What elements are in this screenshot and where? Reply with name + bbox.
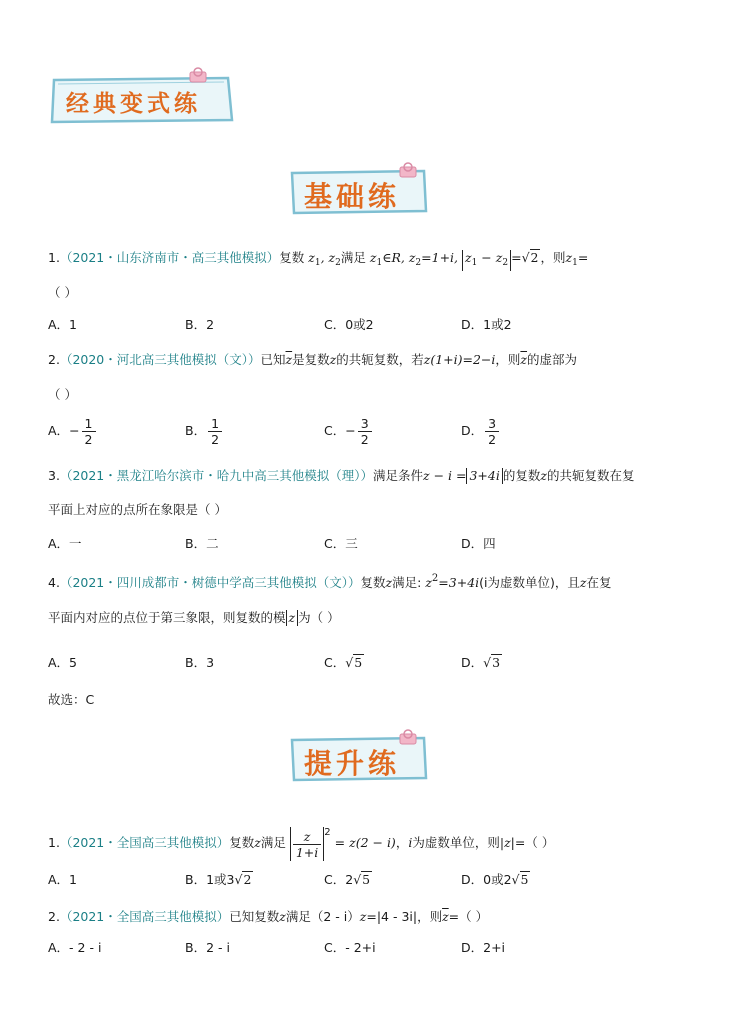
fraction	[485, 416, 499, 447]
radicand: 5	[354, 655, 363, 670]
text: 满足	[340, 250, 366, 265]
option-label: C．2	[324, 872, 354, 887]
basic-q3-option-b[interactable]: B．二	[185, 536, 219, 551]
basic-q3-option-a[interactable]: A．一	[48, 536, 82, 551]
text: 为虚数单位，则	[412, 835, 500, 850]
math-z: z	[385, 575, 393, 590]
math-z: z	[254, 835, 261, 850]
question-number: 3.	[48, 468, 60, 483]
basic-q1-blank: （ ）	[48, 285, 77, 300]
math-abs: $z_1 - z_2$	[462, 250, 511, 271]
basic-q2-option-a[interactable]	[48, 416, 98, 447]
option-sign: −	[69, 423, 80, 438]
advanced-banner	[288, 734, 430, 784]
text: 复数	[229, 835, 255, 850]
math-zbar: $\overline{z}$	[285, 352, 293, 367]
option-label: D．	[461, 423, 484, 438]
option-label: C．	[324, 423, 346, 438]
option-label: D．	[461, 655, 484, 670]
math-zbar: $\overline{z}$	[442, 909, 449, 924]
sqrt-value: √5	[353, 872, 371, 887]
basic-q4-option-c[interactable]	[324, 654, 364, 672]
basic-q1-option-a[interactable]: A．1	[48, 317, 78, 332]
advanced-q2-line1	[48, 907, 488, 927]
text: 已知	[260, 352, 286, 367]
question-source: （2021・全国高三其他模拟）	[59, 909, 230, 924]
basic-q4-option-d[interactable]	[461, 654, 502, 672]
sqrt-2: √2	[521, 250, 539, 265]
text: |=（ ）	[510, 835, 555, 850]
denominator: 2	[84, 432, 93, 447]
text: =	[577, 250, 589, 265]
basic-q1-option-c[interactable]: C．0或2	[324, 317, 374, 332]
basic-q2-option-d[interactable]	[461, 416, 501, 447]
text: 是复数	[292, 352, 330, 367]
text: 满足条件	[373, 468, 424, 483]
sqrt-value: √2	[234, 872, 252, 887]
question-number: 1.	[48, 250, 60, 265]
basic-q3-option-d[interactable]: D．四	[461, 536, 496, 551]
question-source: （2021・黑龙江哈尔滨市・哈九中高三其他模拟（理））	[59, 468, 374, 483]
question-number: 1.	[48, 835, 60, 850]
advanced-q1-option-b[interactable]	[185, 871, 253, 889]
radicand: 5	[520, 872, 529, 887]
math-z2: $z_2$	[408, 250, 422, 268]
text: 在复	[586, 575, 612, 590]
math-abs: 3+4i	[466, 468, 502, 484]
text: 的共轭复数，若	[336, 352, 424, 367]
advanced-q1-line1	[48, 816, 554, 861]
text: ，	[395, 835, 409, 850]
text: 满足（2 - i）	[285, 909, 360, 924]
text: 平面内对应的点位于第三象限，则复数的模	[48, 610, 286, 625]
numerator: 3	[485, 416, 499, 432]
option-label: C．	[324, 655, 346, 670]
advanced-q2-option-c[interactable]: C．- 2+i	[324, 940, 376, 955]
radicand: 3	[492, 655, 501, 670]
advanced-q2-option-a[interactable]: A．- 2 - i	[48, 940, 102, 955]
basic-q2-option-b[interactable]	[185, 416, 224, 447]
math-abs-fraction	[290, 827, 324, 861]
text: ，则	[495, 352, 521, 367]
text: 的复数	[502, 468, 541, 483]
option-sign: −	[345, 423, 356, 438]
math-z1z2: $z_1$, $z_2$	[308, 250, 341, 268]
numerator: z	[293, 829, 321, 845]
classic-banner-title: 经典变式练	[66, 90, 201, 117]
math-i: i	[408, 835, 413, 850]
basic-q4-line1	[48, 569, 612, 593]
question-number: 2.	[48, 909, 60, 924]
option-label: B．1或3	[185, 872, 235, 887]
advanced-q2-option-b[interactable]: B．2 - i	[185, 940, 230, 955]
text: 的虚部为	[527, 352, 578, 367]
answer-text: 故选：C	[48, 692, 95, 707]
math-z: z	[359, 909, 367, 924]
denominator: 2	[488, 432, 497, 447]
option-label: B．	[185, 423, 207, 438]
math-z: z	[423, 352, 431, 367]
option-label: A．1	[48, 872, 78, 887]
math-z-squared: $z^2$	[425, 573, 439, 590]
basic-q2-blank: （ ）	[48, 387, 77, 402]
question-source: （2021・四川成都市・树德中学高三其他模拟（文））	[59, 575, 361, 590]
basic-q2-line1	[48, 350, 577, 370]
radicand: 5	[362, 872, 371, 887]
text: 已知复数	[229, 909, 280, 924]
advanced-q1-option-a[interactable]	[48, 871, 77, 889]
basic-q1-option-b[interactable]: B．2	[185, 317, 215, 332]
basic-q1-option-d[interactable]: D．1或2	[461, 317, 512, 332]
math-expr: =3+4i	[438, 575, 480, 590]
option-label: A．	[48, 423, 70, 438]
classic-banner	[48, 72, 238, 126]
numerator: 1	[208, 416, 222, 432]
numerator: 3	[358, 416, 372, 432]
sqrt-value: √5	[511, 872, 529, 887]
denominator: 1+i	[295, 844, 319, 860]
fraction	[358, 416, 372, 447]
question-number: 4.	[48, 575, 60, 590]
denominator: 2	[360, 432, 369, 447]
advanced-q1-option-d[interactable]	[461, 871, 530, 889]
math-cond: $z_1$	[369, 250, 383, 268]
math-z1: $z_1$	[565, 250, 578, 268]
question-source: （2021・山东济南市・高三其他模拟）	[59, 250, 280, 265]
text: =|4 - 3i|，则	[366, 909, 443, 924]
text: =（ ）	[448, 909, 489, 924]
math-zbar: $\overline{z}$	[520, 352, 528, 367]
math-z: z	[540, 468, 547, 483]
basic-q3-line1	[48, 466, 635, 486]
basic-q3-option-c[interactable]: C．三	[324, 536, 358, 551]
question-source: （2020・河北高三其他模拟（文））	[59, 352, 261, 367]
math-expr: z − i =	[423, 468, 467, 483]
math-cond2: =1+i,	[421, 250, 459, 265]
option-label: D．0或2	[461, 872, 512, 887]
fraction	[293, 829, 321, 860]
basic-q4-option-a[interactable]: A．5	[48, 655, 78, 670]
advanced-q1-option-c[interactable]	[324, 871, 372, 889]
numerator: 1	[82, 416, 96, 432]
text: 复数	[360, 575, 386, 590]
text: 满足	[260, 835, 286, 850]
text: ，则	[540, 250, 566, 265]
denominator: 2	[211, 432, 220, 447]
text: 复数	[279, 250, 305, 265]
basic-q4-line2	[48, 608, 340, 628]
math-z: z	[329, 352, 337, 367]
fraction	[82, 416, 96, 447]
question-number: 2.	[48, 352, 60, 367]
math-abs-z: z	[286, 610, 299, 626]
basic-banner-title: 基础练	[304, 180, 401, 213]
basic-q2-option-c[interactable]	[324, 416, 374, 447]
text: 为（ ）	[298, 610, 340, 625]
sqrt-value: √3	[483, 655, 501, 670]
math-z: z	[279, 909, 286, 924]
radicand: 2	[243, 872, 252, 887]
math-abs-open: |z	[499, 835, 511, 850]
math-eq: =	[511, 250, 522, 265]
advanced-banner-title: 提升练	[304, 747, 401, 780]
text: (i为虚数单位)，且	[479, 575, 580, 590]
basic-banner	[288, 167, 430, 217]
text: 满足:	[392, 575, 422, 590]
question-source: （2021・全国高三其他模拟）	[59, 835, 230, 850]
advanced-q2-option-d[interactable]: D．2+i	[461, 940, 506, 955]
math-cond1: ∈R,	[382, 250, 405, 265]
fraction	[208, 416, 222, 447]
sqrt-value: √5	[345, 655, 363, 670]
basic-q1-line1	[48, 248, 588, 273]
basic-q3-line2: 平面上对应的点所在象限是（ ）	[48, 502, 227, 517]
math-power: 2	[324, 827, 331, 838]
basic-q4-option-b[interactable]: B．3	[185, 655, 215, 670]
text: 的共轭复数在复	[546, 468, 635, 483]
math-z: z	[579, 575, 587, 590]
math-expr: (1+i)=2−i	[430, 352, 496, 367]
math-rhs: = z(2 − i)	[334, 835, 396, 850]
